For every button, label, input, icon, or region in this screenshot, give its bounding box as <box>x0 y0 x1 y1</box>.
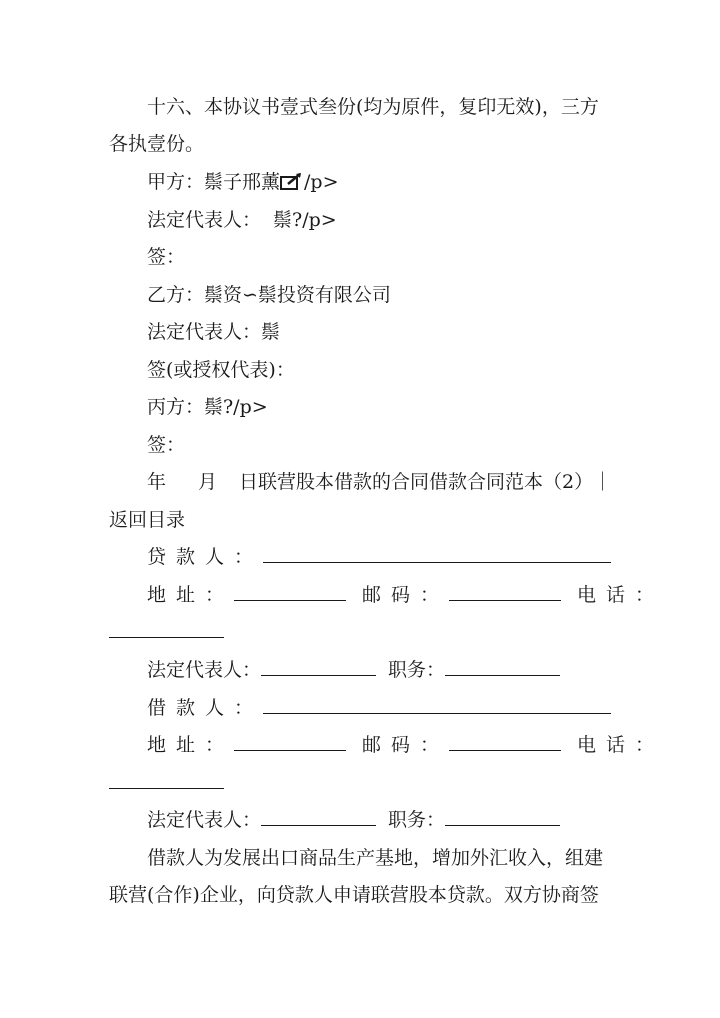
lender-rep-label: 法定代表人： <box>147 659 262 681</box>
back-to-contents-link[interactable]: 返回目录 <box>109 509 186 531</box>
contract-title: 日联营股本借款的合同借款合同范本（2）｜ <box>239 471 613 493</box>
lender-postcode-label: 邮码： <box>362 584 450 606</box>
date-title-line <box>147 468 647 496</box>
borrower-address-label: 地址： <box>147 734 235 756</box>
clause-16-line1: 十六、本协议书壹式叁份(均为原件，复印无效)，三方 <box>147 96 599 118</box>
clause-16-line2: 各执壹份。 <box>109 133 205 155</box>
party-a-rep-value: 鬃?/p> <box>273 209 337 231</box>
party-a-rep-label: 法定代表人： <box>147 209 262 231</box>
borrower-phone-blank-line <box>109 769 609 797</box>
lender-address-label: 地址： <box>147 584 235 606</box>
edit-icon <box>280 170 304 188</box>
borrower-address-blank[interactable] <box>234 732 346 751</box>
body-paragraph-line1: 借款人为发展出口商品生产基地，增加外汇收入，组建 <box>147 847 604 869</box>
lender-label: 贷款人： <box>147 546 264 568</box>
lender-phone-blank[interactable] <box>109 619 224 638</box>
borrower-rep-label: 法定代表人： <box>147 809 262 831</box>
lender-rep-line <box>147 656 647 684</box>
party-a-rep-line <box>147 206 647 234</box>
borrower-position-label: 职务： <box>388 809 446 831</box>
borrower-rep-blank[interactable] <box>261 807 376 826</box>
party-a-text: 甲方：鬃子邢薰 <box>147 171 281 193</box>
party-b-sign: 签(或授权代表)： <box>147 359 295 381</box>
lender-rep-blank[interactable] <box>261 657 376 676</box>
borrower-position-blank[interactable] <box>445 807 560 826</box>
party-c-line: 丙方：鬃?/p> <box>147 396 268 418</box>
lender-phone-label: 电话： <box>577 584 665 606</box>
borrower-phone-blank[interactable] <box>109 770 224 789</box>
lender-address-line <box>147 581 665 609</box>
borrower-rep-line <box>147 806 647 834</box>
party-a-sign: 签： <box>147 246 186 268</box>
month-label: 月 <box>198 471 218 493</box>
lender-position-label: 职务： <box>388 659 446 681</box>
borrower-phone-label: 电话： <box>577 734 665 756</box>
party-b-line: 乙方：鬃资∽鬃投资有限公司 <box>147 284 391 306</box>
borrower-postcode-blank[interactable] <box>449 732 561 751</box>
borrower-postcode-label: 邮码： <box>362 734 450 756</box>
body-paragraph-line2: 联营(合作)企业，向贷款人申请联营股本贷款。双方协商签 <box>109 884 599 906</box>
lender-address-blank[interactable] <box>234 582 346 601</box>
lender-blank[interactable] <box>263 544 611 563</box>
borrower-label: 借款人： <box>147 697 264 719</box>
party-a-line <box>147 168 647 196</box>
lender-phone-blank-line <box>109 618 609 646</box>
borrower-blank[interactable] <box>263 695 611 714</box>
party-b-rep-line: 法定代表人：鬃 <box>147 321 281 343</box>
borrower-address-line <box>147 731 665 759</box>
lender-line <box>147 543 647 571</box>
borrower-line <box>147 694 647 722</box>
year-label: 年 <box>147 471 167 493</box>
lender-postcode-blank[interactable] <box>449 582 561 601</box>
party-a-suffix: /p> <box>304 171 339 193</box>
lender-position-blank[interactable] <box>445 657 560 676</box>
party-c-sign: 签： <box>147 434 186 456</box>
